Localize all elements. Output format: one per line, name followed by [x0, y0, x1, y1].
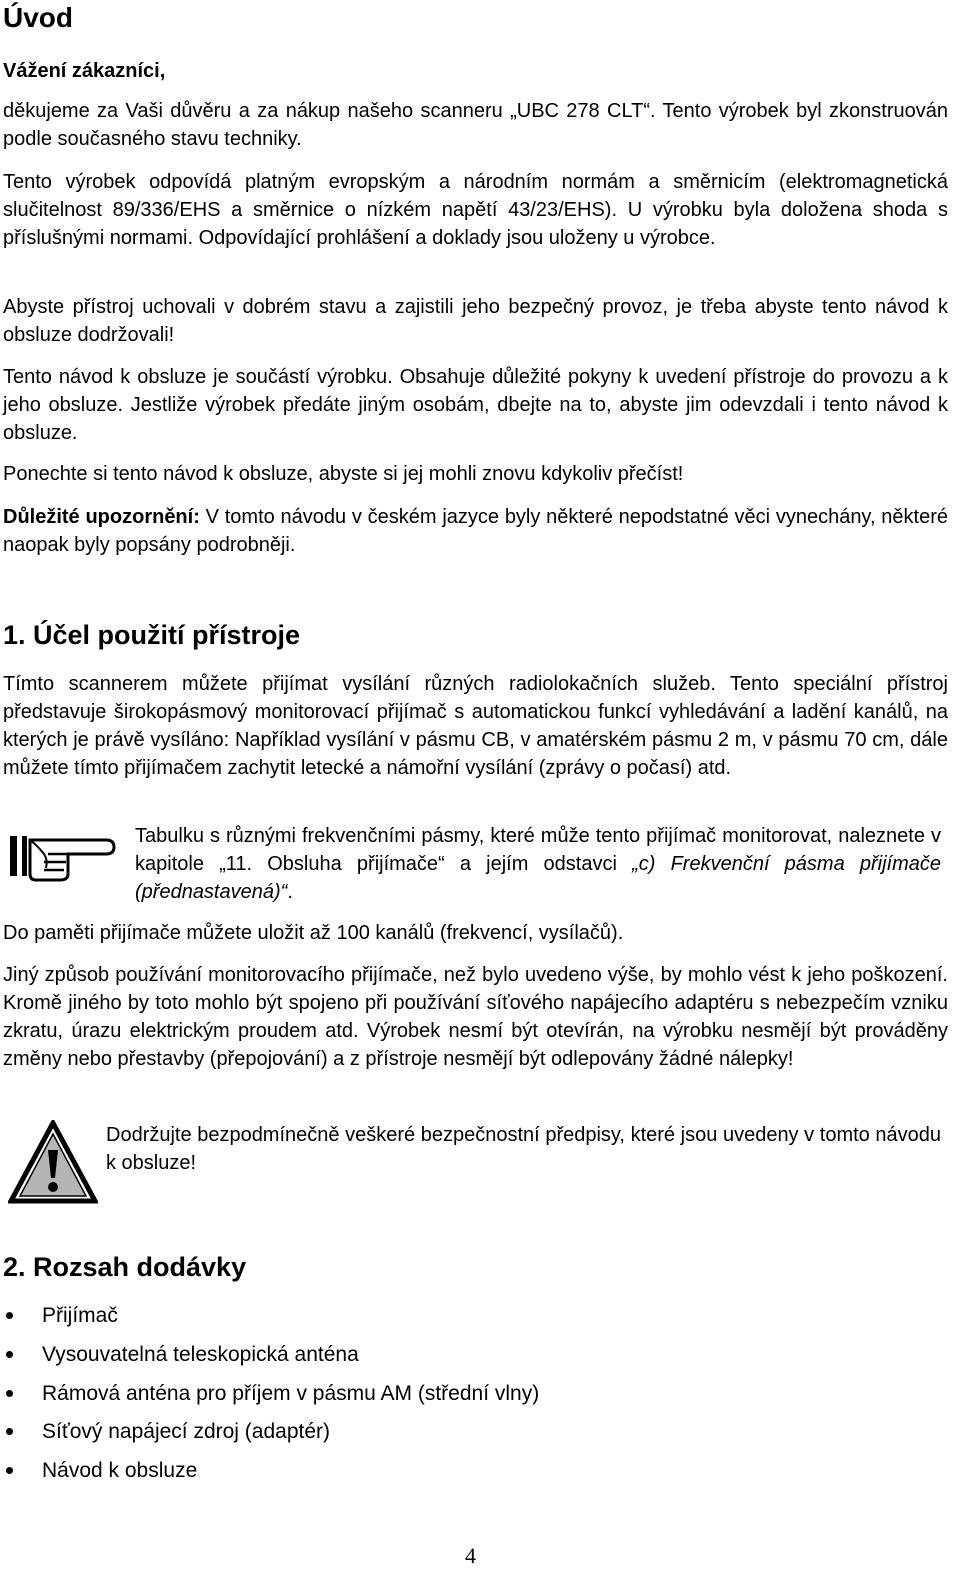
list-item-label: Síťový napájecí zdroj (adaptér)	[42, 1420, 331, 1444]
section1-paragraph: Jiný způsob používání monitorovacího přijímače, než bylo uvedeno výše, by mohlo vést k jeho poškození. Kromě jiného by toto mohlo být spojeno při používání síťového napájecího adaptéru s nebezpečím vzniku zkratu, úrazu elektrickým proudem atd. Výrobek nesmí být otevírán, na výrobku nesmějí být prováděny změny nebo přestavby (přepojování) a z přístroje nesmějí být odlepovány žádné nálepky!	[3, 964, 948, 1070]
section1-paragraph: Tímto scannerem můžete přijímat vysílání různých radiolokačních služeb. Tento speciální přístroj představuje širokopásmový monitorovací přijímač s automatickou funkcí vyhledávání a ladění kanálů, na kterých je právě vysíláno: Například vysílání v pásmu CB, v amatérském pásmu 2 m, v pásmu 70 cm, dále můžete tímto přijímačem zachytit letecké a námořní vysílání (zprávy o počasí) atd.	[3, 673, 948, 779]
bullet-icon	[6, 1312, 13, 1319]
list-item-label: Vysouvatelná teleskopická anténa	[42, 1342, 359, 1366]
intro-paragraph: Ponechte si tento návod k obsluze, abyste si jej mohli znovu kdykoliv přečíst!	[3, 463, 684, 485]
section1-paragraph: Do paměti přijímače můžete uložit až 100 kanálů (frekvencí, vysílačů).	[3, 922, 624, 944]
bullet-icon	[6, 1351, 13, 1358]
section2-heading: 2. Rozsah dodávky	[3, 1252, 247, 1282]
pointing-hand-icon	[8, 830, 118, 885]
important-notice	[3, 503, 948, 559]
page-number: 4	[465, 1543, 476, 1568]
intro-heading: Úvod	[3, 2, 73, 33]
note-text: Tabulku s různými frekvenčními pásmy, které může tento přijímač monitorovat, naleznete v kapitole „11. Obsluha přijímače“ a jejím odstavci	[135, 825, 941, 875]
list-item-label: Návod k obsluze	[42, 1459, 198, 1483]
note-end: .	[287, 881, 293, 903]
warning-paragraph: Dodržujte bezpodmínečně veškeré bezpečnostní předpisy, které jsou uvedeny v tomto návodu k obsluze!	[106, 1124, 941, 1174]
bullet-icon	[6, 1467, 13, 1474]
bullet-icon	[6, 1428, 13, 1435]
bullet-icon	[6, 1390, 13, 1397]
list-item-label: Rámová anténa pro příjem v pásmu AM (střední vlny)	[42, 1381, 540, 1405]
important-label: Důležité upozornění:	[3, 506, 200, 528]
intro-paragraph: Abyste přístroj uchovali v dobrém stavu a zajistili jeho bezpečný provoz, je třeba abyste tento návod k obsluze dodržovali!	[3, 296, 948, 346]
note-italic-reference: „c) Frekvenční pásma přijímače (přednastavená)“	[135, 853, 941, 903]
intro-paragraph: Tento výrobek odpovídá platným evropským a národním normám a směrnicím (elektromagnetická slučitelnost 89/336/EHS a směrnice o nízkém napětí 43/23/EHS). U výrobku byla doložena shoda s příslušnými normami. Odpovídající prohlášení a doklady jsou uloženy u výrobce.	[3, 171, 948, 249]
list-item-label: Přijímač	[42, 1304, 118, 1327]
intro-paragraph: děkujeme za Vaši důvěru a za nákup našeho scanneru „UBC 278 CLT“. Tento výrobek byl zkonstruován podle současného stavu techniky.	[3, 100, 948, 150]
intro-paragraph: Tento návod k obsluze je součástí výrobku. Obsahuje důležité pokyny k uvedení přístroje do provozu a k jeho obsluze. Jestliže výrobek předáte jiným osobám, dbejte na to, abyste jim odevzdali i tento návod k obsluze.	[3, 366, 948, 444]
important-text: V tomto návodu v českém jazyce byly některé nepodstatné věci vynechány, některé naopak byly popsány podrobněji.	[3, 506, 948, 556]
greeting: Vážení zákazníci,	[3, 60, 166, 82]
warning-triangle-icon	[8, 1120, 98, 1204]
note-paragraph	[135, 822, 941, 906]
section1-heading: 1. Účel použití přístroje	[3, 620, 301, 650]
